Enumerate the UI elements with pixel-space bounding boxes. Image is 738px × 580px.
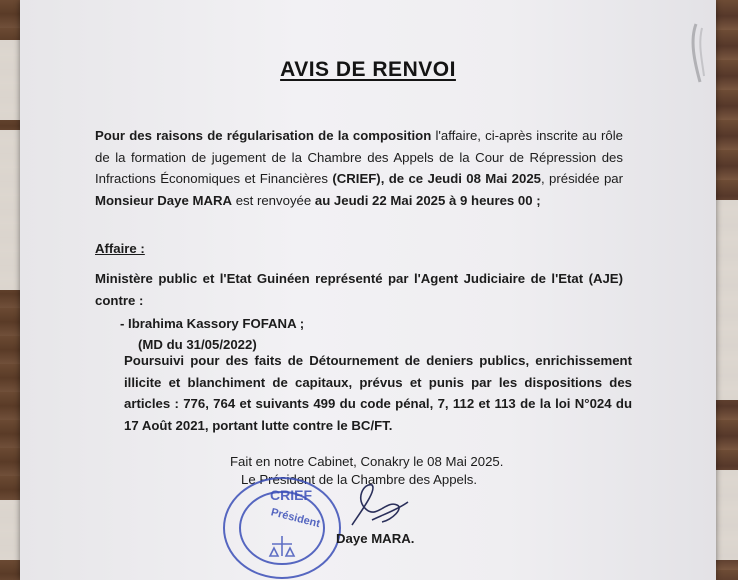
document-title: AVIS DE RENVOI — [280, 58, 456, 81]
charges-paragraph: Poursuivi pour des faits de Détournement de deniers publics, enrichissement illicite et blanchiment de capitaux, prévus et punis par les dispositions des articles : 776, 764 et suivants 499 du code pénal, 7, 112 et 113 de la loi N°024 du 17 Août 2021, portant lutte contre le BC/FT. — [124, 353, 632, 433]
signature-icon — [342, 480, 412, 535]
paper-scrap — [0, 130, 22, 290]
president-name: Daye MARA. — [336, 531, 415, 546]
affaire-label: Affaire : — [95, 241, 145, 256]
parties-paragraph: Ministère public et l'Etat Guinéen représenté par l'Agent Judiciaire de l'Etat (AJE) contre : — [95, 271, 623, 308]
defendant-line: - Ibrahima Kassory FOFANA ; — [120, 316, 305, 331]
md-reference: (MD du 31/05/2022) — [138, 337, 257, 352]
stamp-text-role: Président — [269, 506, 322, 531]
paragraph-postponement: Pour des raisons de régularisation de la composition l'affaire, ci-après inscrite au rôle de la formation de jugement de la Chambre des Appels de la Cour de Répression des Infractions Économiques et Financières (CRIEF), de ce Jeudi 08 Mai 2025, présidée par Monsieur Daye MARA est renvoyée au Jeudi 22 Mai 2025 à 9 heures 00 ; — [95, 128, 624, 208]
stamp-text-main: CRIEF — [270, 487, 312, 503]
place-date: Fait en notre Cabinet, Conakry le 08 Mai 2025. — [230, 454, 504, 469]
crief-stamp-icon — [220, 470, 350, 580]
pen-mark-icon — [682, 20, 712, 90]
notice-paper — [20, 0, 716, 580]
president-title: Le Président de la Chambre des Appels. — [241, 472, 478, 487]
